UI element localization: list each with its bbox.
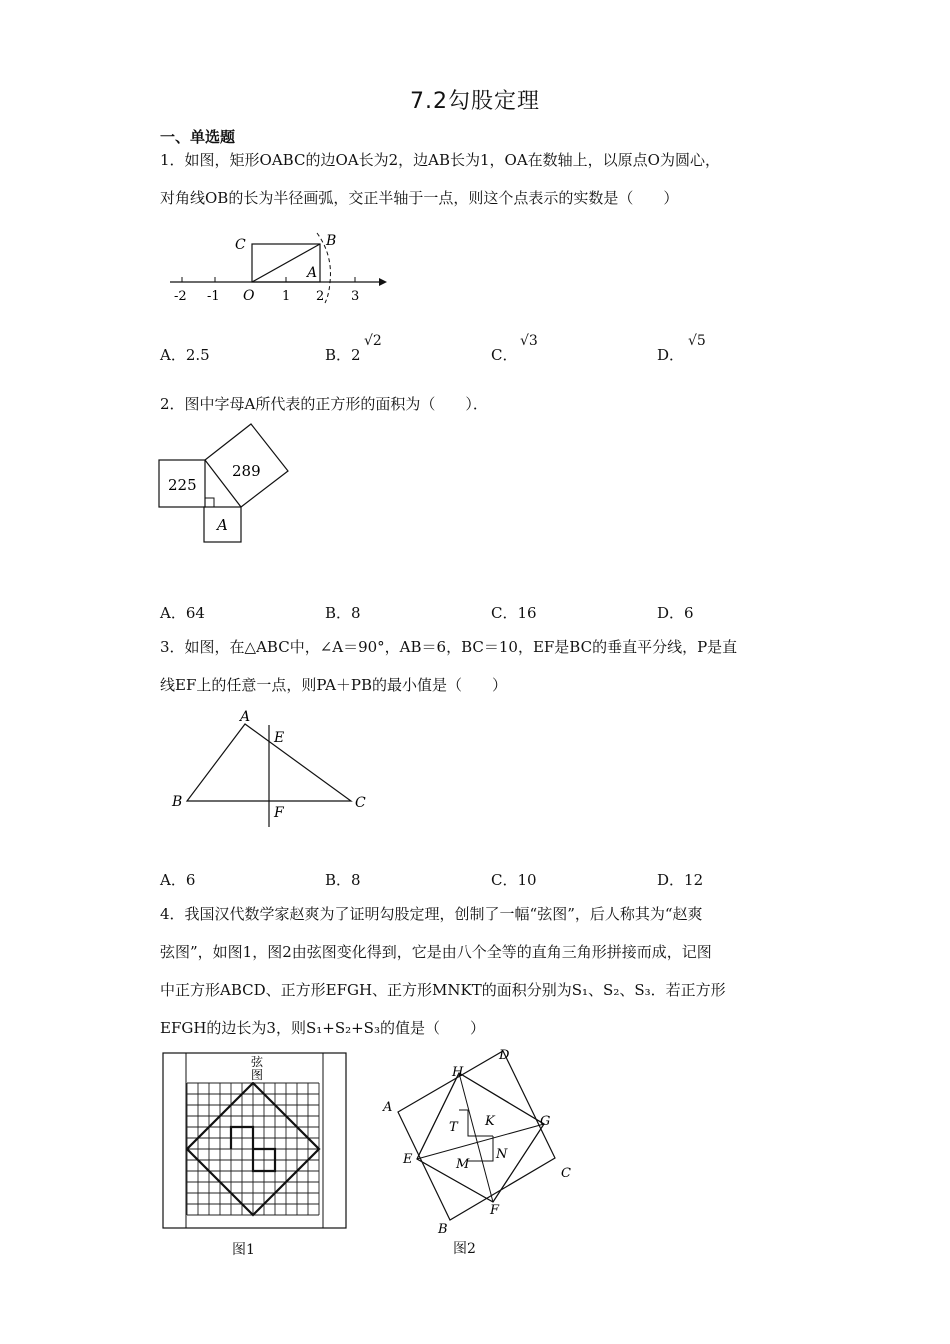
q1-label-c: C: [235, 237, 246, 253]
q4-fig2-label-k: K: [485, 1114, 495, 1129]
q4-line4: EFGH的边长为3，则S₁+S₂+S₃的值是（ ）: [160, 1019, 485, 1037]
q1-option-d-radical: √5: [688, 333, 706, 349]
q1-line2: 对角线OB的长为半径画弧，交正半轴于一点，则这个点表示的实数是（ ）: [160, 189, 679, 207]
q1-label-a: A: [307, 265, 318, 281]
q4-fig2-label-e: E: [403, 1152, 413, 1167]
q4-figure1: [160, 1050, 350, 1232]
q1-option-c[interactable]: C．: [491, 346, 518, 364]
q1-line1: 1．如图，矩形OABC的边OA长为2，边AB长为1，OA在数轴上，以原点O为圆心，: [160, 151, 720, 169]
q4-line2: 弦图”，如图1，图2由弦图变化得到，它是由八个全等的直角三角形拼接而成，记图: [160, 943, 712, 961]
q3-option-d[interactable]: D．12: [657, 871, 704, 889]
q3-option-a[interactable]: A．6: [160, 871, 196, 889]
q4-fig2-label-t: T: [449, 1120, 458, 1135]
q1-label-o: O: [243, 288, 255, 304]
q2-figure: [155, 420, 300, 550]
q2-option-d[interactable]: D．6: [657, 604, 694, 622]
q4-line1: 4．我国汉代数学家赵爽为了证明勾股定理，创制了一幅“弦图”，后人称其为“赵爽: [160, 905, 703, 923]
q4-fig1-label-xian: 弦: [251, 1055, 264, 1069]
q1-option-b[interactable]: B．2: [325, 346, 361, 364]
q3-label-a: A: [240, 709, 251, 725]
q1-option-d[interactable]: D．: [657, 346, 685, 364]
q4-fig2-label-f: F: [490, 1203, 500, 1218]
q2-option-a[interactable]: A．64: [160, 604, 205, 622]
q3-label-b: B: [172, 794, 183, 810]
q4-fig2-label-d: D: [499, 1048, 510, 1063]
q3-line1: 3．如图，在△ABC中，∠A＝90°，AB＝6，BC＝10，EF是BC的垂直平分线，P是直: [160, 638, 738, 656]
q4-fig1-caption: 图1: [232, 1242, 255, 1258]
q4-fig2-label-n: N: [496, 1147, 508, 1162]
q1-tick-neg1: -1: [207, 289, 220, 304]
q3-option-b[interactable]: B．8: [325, 871, 361, 889]
q3-line2: 线EF上的任意一点，则PA＋PB的最小值是（ ）: [160, 676, 508, 694]
q4-fig1-label-tu: 图: [251, 1068, 264, 1082]
q2-option-b[interactable]: B．8: [325, 604, 361, 622]
q3-label-e: E: [274, 730, 285, 746]
q3-label-c: C: [355, 795, 366, 811]
q4-fig2-label-b: B: [438, 1222, 448, 1237]
q3-label-f: F: [274, 805, 284, 821]
q3-option-c[interactable]: C．10: [491, 871, 537, 889]
q4-fig2-label-g: G: [540, 1114, 551, 1129]
q2-option-c[interactable]: C．16: [491, 604, 537, 622]
q2-square-225: 225: [168, 476, 197, 494]
q2-line1: 2．图中字母A所代表的正方形的面积为（ ）．: [160, 395, 488, 413]
q1-option-a[interactable]: A．2.5: [160, 346, 210, 364]
q4-fig2-label-a: A: [383, 1100, 393, 1115]
page-title: 7.2勾股定理: [410, 89, 540, 114]
q1-tick-neg2: -2: [174, 289, 187, 304]
q4-line3: 中正方形ABCD、正方形EFGH、正方形MNKT的面积分别为S₁、S₂、S₃．若正方形: [160, 981, 726, 999]
q2-square-289: 289: [232, 462, 261, 480]
section-heading: 一、单选题: [160, 128, 236, 146]
q1-tick-3: 3: [351, 289, 360, 304]
q3-figure: [165, 705, 375, 830]
q4-fig2-label-h: H: [452, 1065, 464, 1080]
q1-option-b-radical: √2: [364, 333, 382, 349]
q1-label-b: B: [326, 233, 337, 249]
q1-figure: [165, 225, 395, 310]
q1-option-c-radical: √3: [520, 333, 538, 349]
q4-figure2: [375, 1040, 585, 1240]
q4-fig2-label-m: M: [456, 1157, 470, 1172]
q2-square-a: A: [217, 516, 228, 534]
q1-tick-2: 2: [316, 289, 325, 304]
q4-fig2-caption: 图2: [453, 1241, 476, 1257]
q1-tick-1: 1: [282, 289, 291, 304]
q4-fig2-label-c: C: [561, 1166, 571, 1181]
